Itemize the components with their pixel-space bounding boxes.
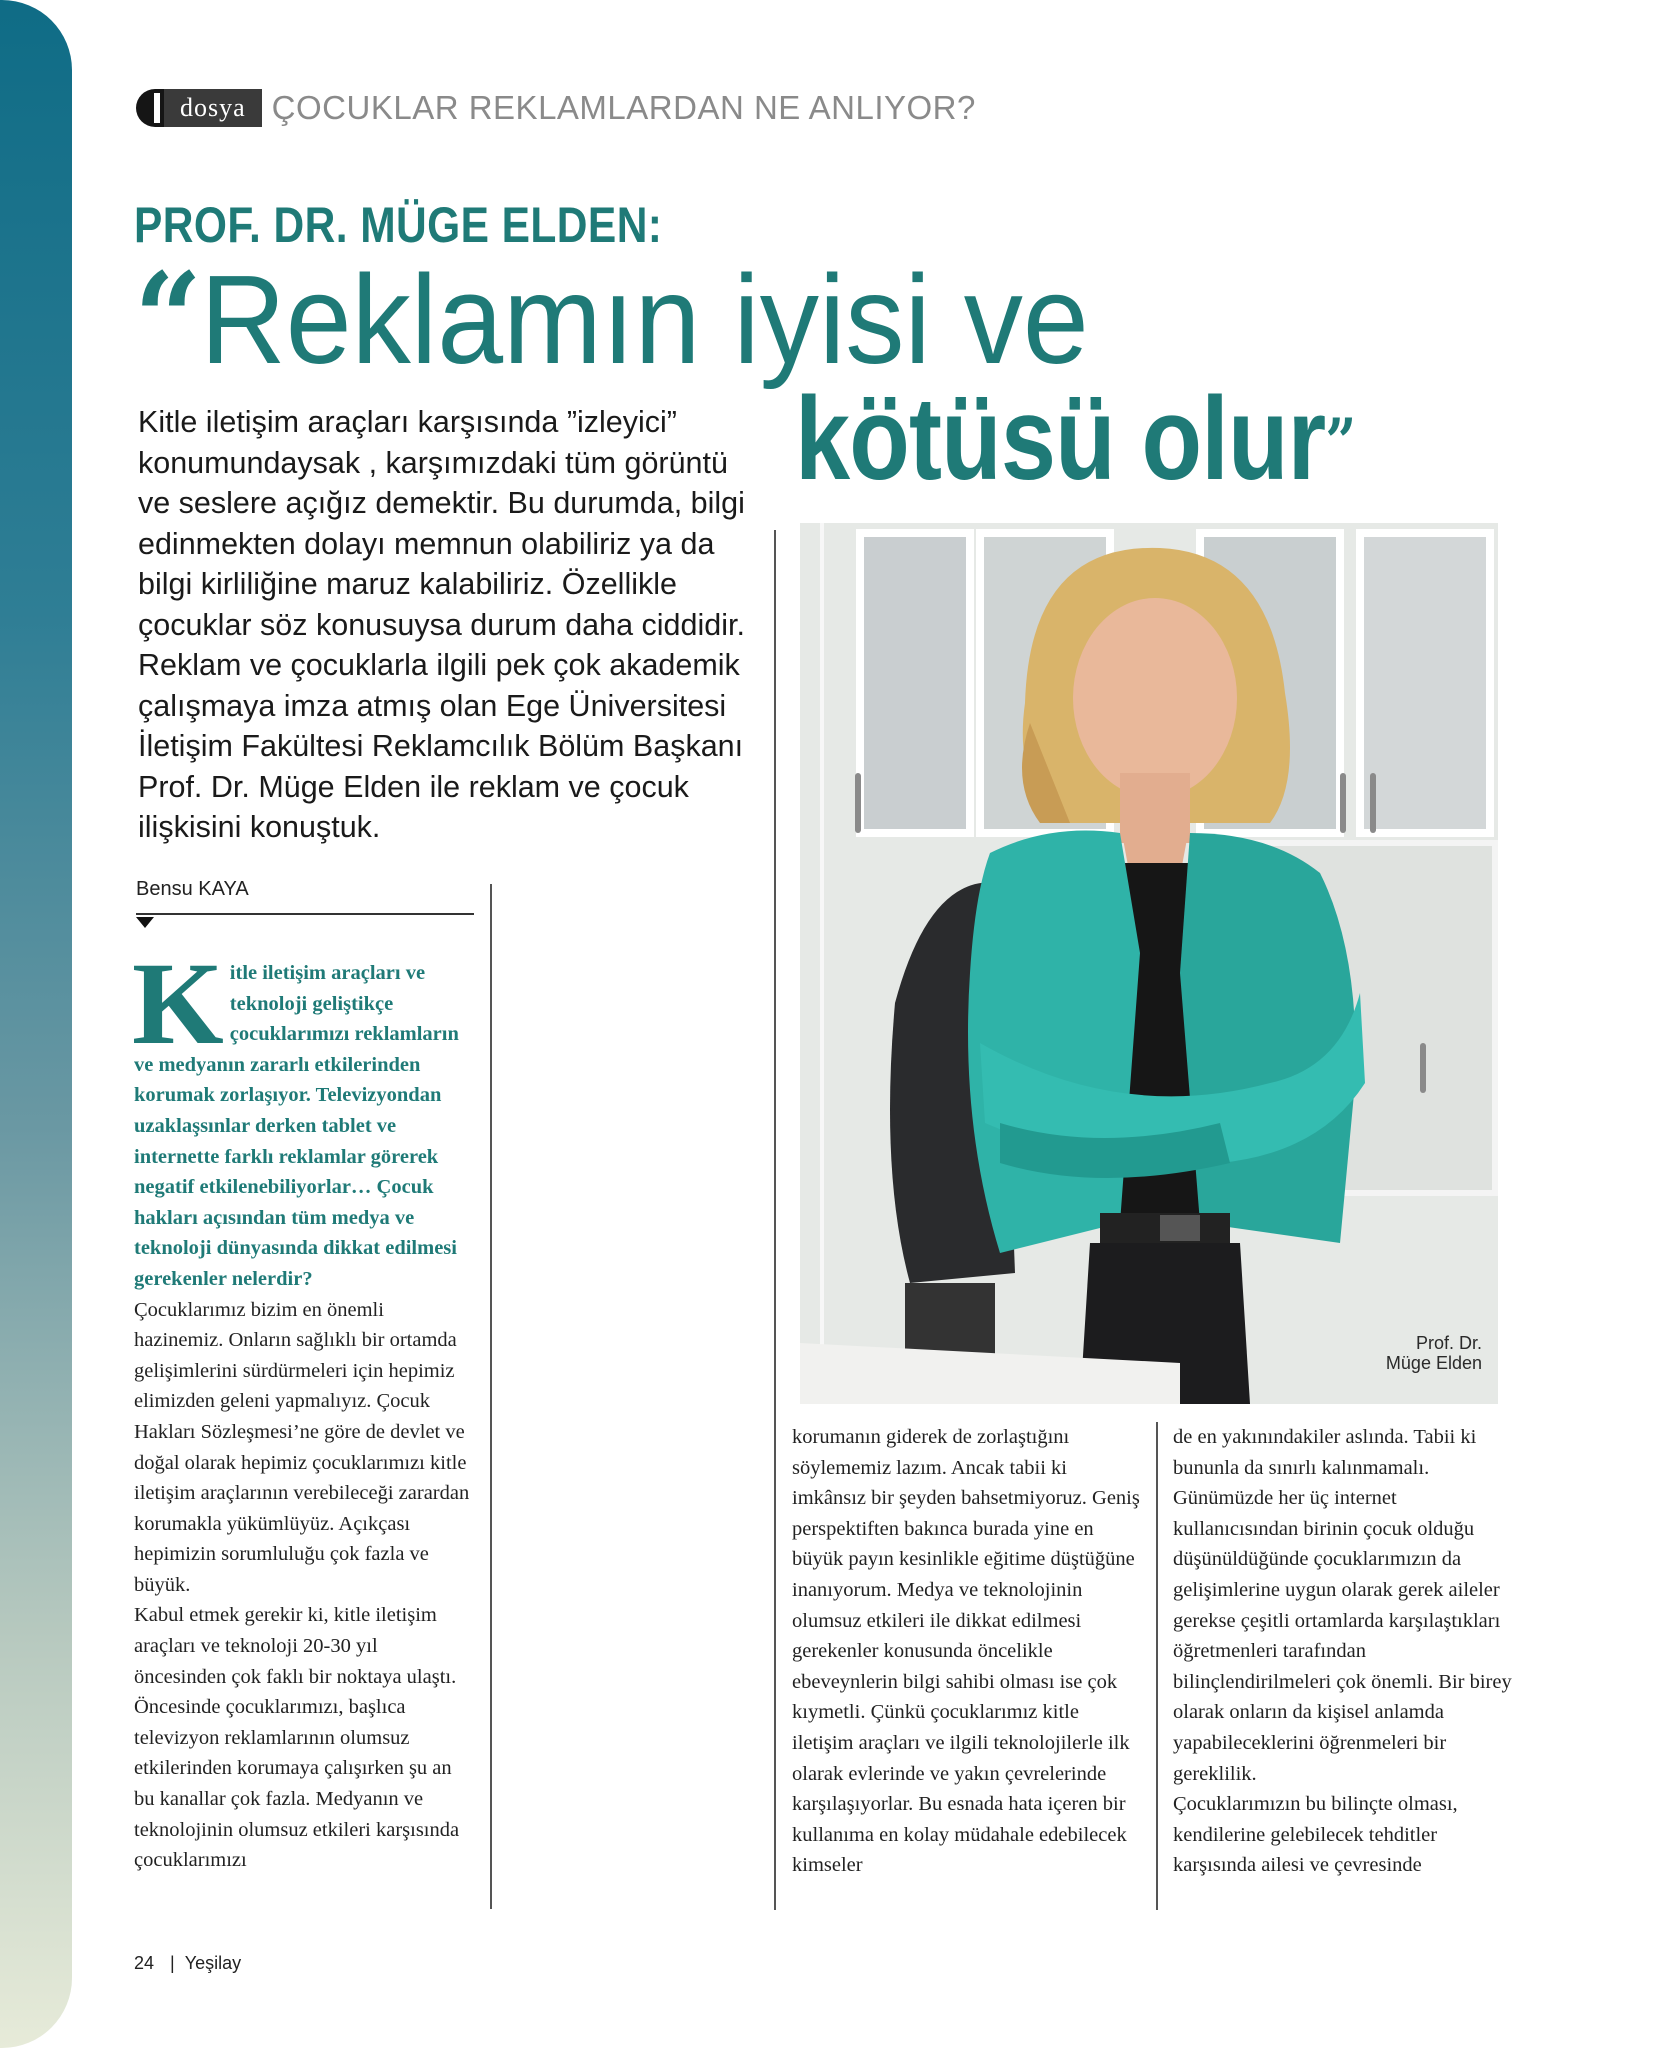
footer-separator: | [170,1953,175,1973]
magazine-name: Yeşilay [184,1953,242,1973]
answer-paragraph: de en yakınındakiler aslında. Tabii ki bununla da sınırlı kalınmamalı. Günümüzde her üç internet kullanıcısından birinin çocuk olduğu düşünüldüğünde çocuklarımızın da gelişimlerine uygun olarak gerek aileler gerekse çeşitli ortamlarda karşılaştıkları öğretmenleri tarafından bilinçlendirilmeleri çok önemli. Bir birey olarak onların da kişisel anlamda yapabileceklerini öğrenmeleri bir gereklilik. [1173,1426,1512,1785]
quote-open-mark: “ [134,245,197,393]
author-byline [136,878,474,928]
author-name: Bensu KAYA [136,878,249,900]
article-column-2 [792,1422,1142,1881]
intro-paragraph: Kitle iletişim araçları karşısında ”izleyici” konumundaysak , karşımızdaki tüm görüntü ve seslere açığız demektir. Bu durumda, bilgi edinmekten dolayı memnun olabiliriz ya da bilgi kirliliğine maruz kalabiliriz. Özellikle çocuklar söz konusuysa durum daha ciddidir. Reklam ve çocuklarla ilgili pek çok akademik çalışmaya imza atmış olan Ege Üniversitesi İletişim Fakültesi Reklamcılık Bölüm Başkanı Prof. Dr. Müge Elden ile reklam ve çocuk ilişkisini konuştuk. [138,405,745,844]
tab-shape-icon [136,89,164,127]
headline-line-1-text: Reklamın iyisi ve [200,249,1089,390]
section-title: ÇOCUKLAR REKLAMLARDAN NE ANLIYOR? [271,89,976,126]
article-column-1 [132,938,474,1876]
headline-line-2-text: kötüsü olur [795,373,1326,505]
column-divider [774,530,776,1910]
section-header [136,88,976,128]
headline-kicker: PROF. DR. MÜGE ELDEN: [134,197,663,253]
article-column-3 [1173,1422,1513,1881]
answer-paragraph: Kabul etmek gerekir ki, kitle iletişim araçları ve teknoloji 20-30 yıl öncesinden çok faklı bir noktaya ulaştı. Öncesinde çocuklarımızı, başlıca televizyon reklamlarının olumsuz etkilerinden korumaya çalışırken şu an bu kanallar çok fazla. Medyanın ve teknolojinin olumsuz etkileri karşısında çocuklarımızı [134,1604,460,1872]
author-rule [136,913,474,915]
interview-question [132,938,474,1295]
answer-paragraph: korumanın giderek de zorlaştığını söylememiz lazım. Ancak tabii ki imkânsız bir şeyden bahsetmiyoruz. Geniş perspektiften bakınca burada yine en büyük payın kesinlikle eğitime düştüğüne inanıyorum. Medya ve teknolojinin olumsuz etkileri ile dikkat edilmesi gerekenler konusunda öncelikle ebeveynlerin bilgi sahibi olması ise çok kıymetli. Çünkü çocuklarımız kitle iletişim araçları ve ilgili teknolojilerle ilk olarak evlerinde ve yakın çevrelerinde karşılaşıyorlar. Bu esnada hata içeren bir kullanıma en kolay müdahale edebilecek kimseler [792,1426,1140,1877]
photo-caption [1352,1333,1482,1373]
headline-line-1 [134,245,1089,393]
triangle-down-icon [136,917,154,928]
caption-line-2: Müge Elden [1385,1353,1482,1373]
quote-close-mark: ” [1325,405,1356,480]
headline-line-2 [795,373,1356,505]
caption-line-1: Prof. Dr. [1415,1333,1482,1353]
drop-cap: K [132,938,224,1069]
portrait-illustration [800,523,1498,1404]
page-number: 24 [134,1953,155,1973]
column-divider [490,884,492,1909]
portrait-photo [800,523,1498,1404]
dosya-badge: dosya [164,89,262,127]
answer-paragraph: Çocuklarımız bizim en önemli hazinemiz. Onların sağlıklı bir ortamda gelişimlerini sürdürmeleri için hepimiz elimizden geleni yapmalıyız. Çocuk Hakları Sözleşmesi’ne göre de devlet ve doğal olarak hepimiz çocuklarımızı kitle iletişim araçlarının verebileceği zarardan korumakla yükümlüyüz. Açıkçası hepimizin sorumluluğu çok fazla ve büyük. [134,1298,470,1596]
question-text: itle iletişim araçları ve teknoloji geliştikçe çocuklarımızı reklamların ve medyanın zararlı etkilerinden korumak zorlaşıyor. Televizyondan uzaklaşsınlar derken tablet ve internette farklı reklamlar görerek negatif etkilenebiliyorlar… Çocuk hakları açısından tüm medya ve teknoloji dünyasında dikkat edilmesi gerekenler nelerdir? [134,962,459,1290]
column-divider [1156,1422,1158,1910]
answer-paragraph: Çocuklarımızın bu bilinçte olması, kendilerine gelebilecek tehditler karşısında ailesi ve çevresinde [1173,1793,1458,1877]
side-decorative-strip [0,0,72,2048]
page-footer [134,1953,241,1974]
